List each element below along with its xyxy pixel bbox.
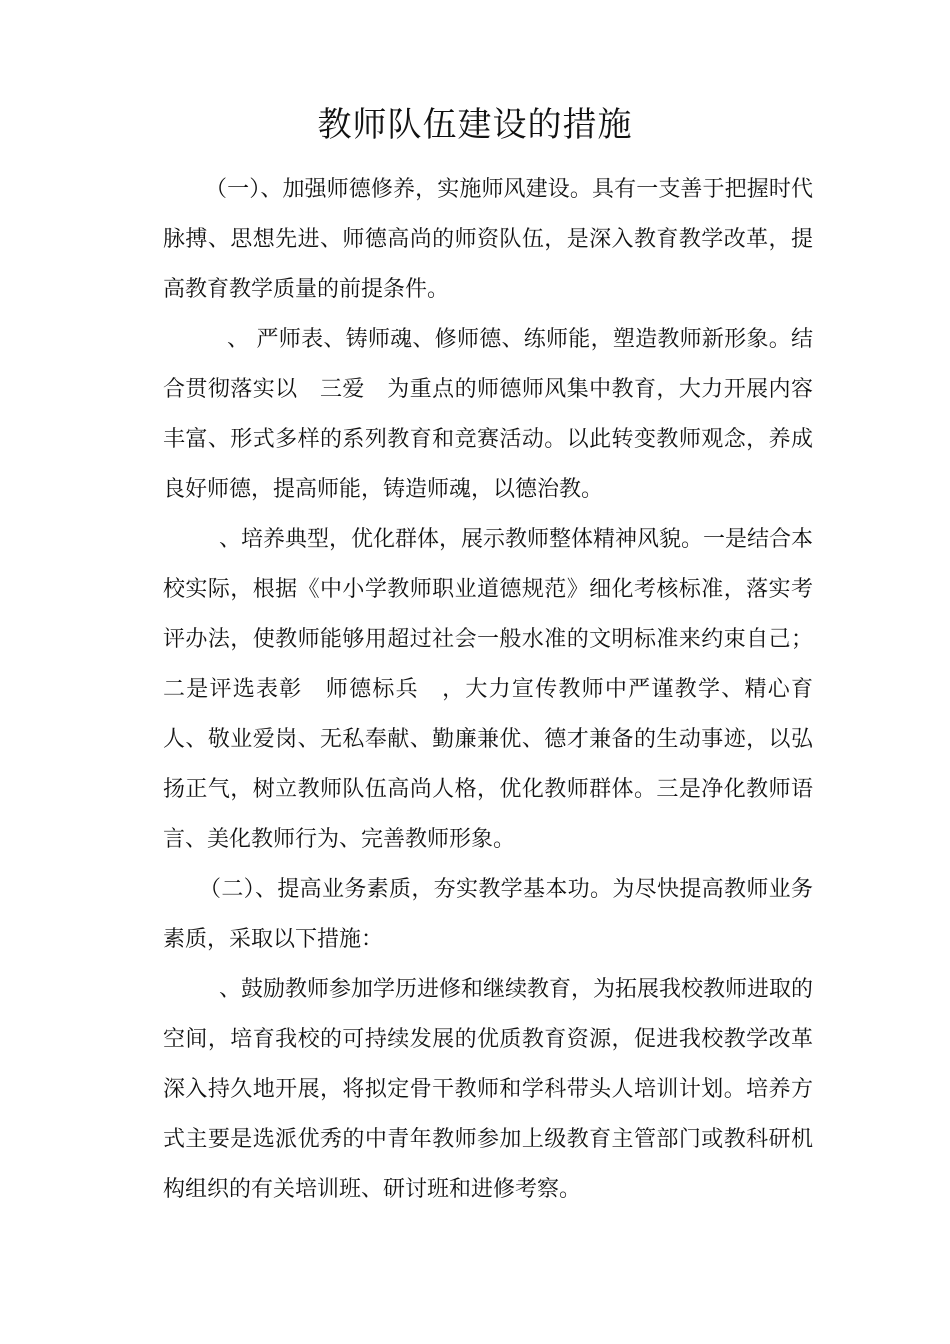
document-title: 教师队伍建设的措施	[317, 105, 633, 145]
paragraph-3: 、培养典型，优化群体，展示教师整体精神风貌。一是结合本校实际，根据《中小学教师职业道德规范》细化考核标准，落实考评办法，使教师能够用超过社会一般水准的文明标准来约束自己；二是评选表彰 师德标兵 ，大力宣传教师中严谨教学、精心育人、敬业爱岗、无私奉献、勤廉兼优、德才兼备的生动事迹，以弘扬正气，树立教师队伍高尚人格，优化教师群体。三是净化教师语言、美化教师行为、完善教师形象。	[163, 527, 814, 852]
paragraph-4: （二）、提高业务素质，夯实教学基本功。为尽快提高教师业务素质，采取以下措施：	[163, 877, 813, 952]
paragraph-1: （一）、加强师德修养，实施师风建设。具有一支善于把握时代脉搏、思想先进、师德高尚的师资队伍，是深入教育教学改革，提高教育教学质量的前提条件。	[163, 177, 813, 302]
document-body	[163, 165, 813, 1215]
paragraph-2: 、 严师表、铸师魂、修师德、练师能，塑造教师新形象。结合贯彻落实以 三爱 为重点的师德师风集中教育，大力开展内容丰富、形式多样的系列教育和竞赛活动。以此转变教师观念，养成良好师德，提高师能，铸造师魂，以德治教。	[163, 327, 813, 502]
paragraph-5: 、鼓励教师参加学历进修和继续教育，为拓展我校教师进取的空间，培育我校的可持续发展的优质教育资源，促进我校教学改革深入持久地开展，将拟定骨干教师和学科带头人培训计划。培养方式主要是选派优秀的中青年教师参加上级教育主管部门或教科研机构组织的有关培训班、研讨班和进修考察。	[163, 977, 814, 1202]
